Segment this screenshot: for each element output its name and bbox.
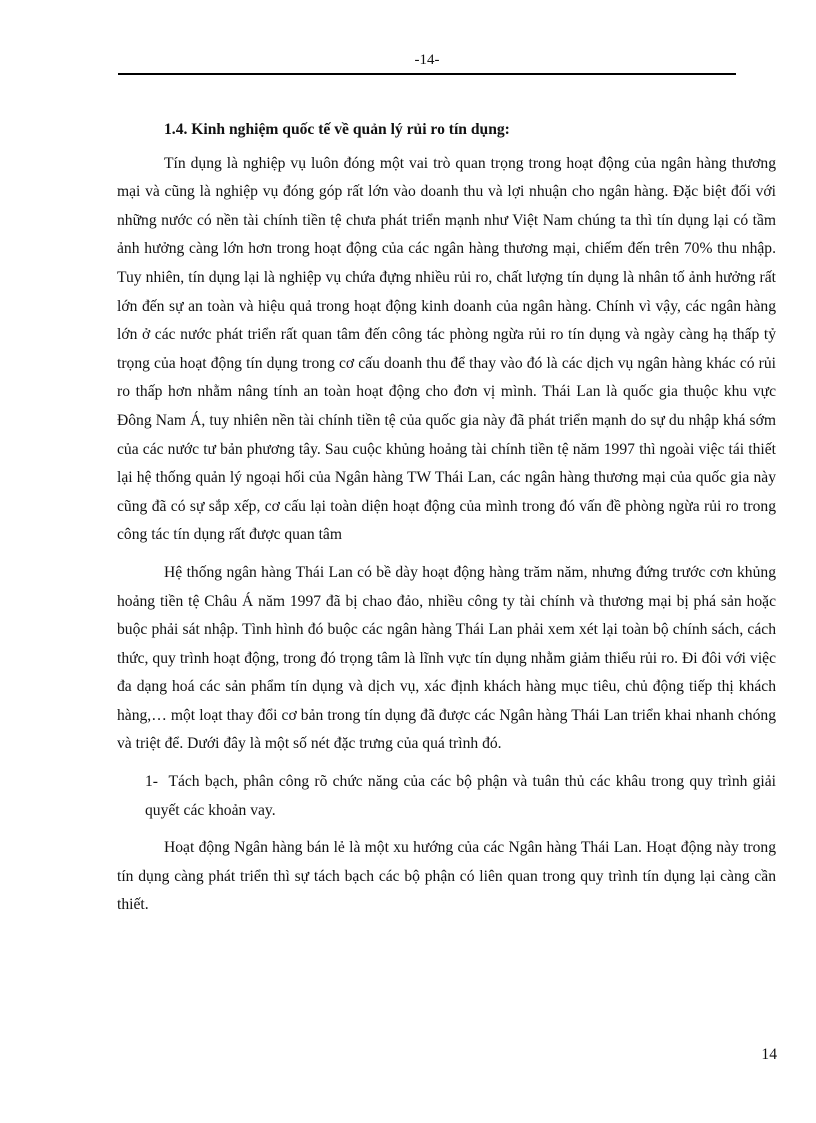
page-number: 14 [761,1046,777,1063]
document-body [117,116,776,920]
numbered-list-item [117,768,776,825]
section-heading: 1.4. Kinh nghiệm quốc tế về quản lý rủi ro tín dụng: [164,121,510,138]
page-header-label: -14- [414,52,440,68]
list-item-number: 1- [145,773,158,791]
body-paragraph-2: Hệ thống ngân hàng Thái Lan có bề dày hoạt động hàng trăm năm, nhưng đứng trước cơn khủng hoảng tiền tệ Châu Á năm 1997 đã bị chao đảo, nhiều công ty tài chính và thương mại bị phá sản hoặc buộc phải sát nhập. Tình hình đó buộc các ngân hàng Thái Lan phải xem xét lại toàn bộ chính sách, cách thức, quy trình hoạt động, trong đó trọng tâm là lĩnh vực tín dụng nhằm giảm thiểu rủi ro. Đi đôi với việc đa dạng hoá các sản phẩm tín dụng và dịch vụ, xác định khách hàng mục tiêu, chủ động tiếp thị khách hàng,… một loạt thay đổi cơ bản trong tín dụng đã được các Ngân hàng Thái Lan triển khai nhanh chóng và triệt để. Dưới đây là một số nét đặc trưng của quá trình đó. [117,563,776,753]
body-paragraph-1: Tín dụng là nghiệp vụ luôn đóng một vai trò quan trọng trong hoạt động của ngân hàng thương mại và cũng là nghiệp vụ đóng góp rất lớn vào doanh thu và lợi nhuận cho ngân hàng. Đặc biệt đối với những nước có nền tài chính tiền tệ chưa phát triển mạnh như Việt Nam chúng ta thì tín dụng lại có tầm ảnh hưởng càng lớn hơn trong hoạt động của các ngân hàng thương mại, chiếm đến trên 70% thu nhập. Tuy nhiên, tín dụng lại là nghiệp vụ chứa đựng nhiều rủi ro, chất lượng tín dụng là nhân tố ảnh hưởng rất lớn đến sự an toàn và hiệu quả trong hoạt động kinh doanh của ngân hàng. Chính vì vậy, các ngân hàng lớn ở các nước phát triển rất quan tâm đến công tác phòng ngừa rủi ro tín dụng và ngày càng hạ thấp tỷ trọng của hoạt động tín dụng trong cơ cấu doanh thu để thay vào đó là các dịch vụ ngân hàng khác có rủi ro thấp hơn nhằm nâng tính an toàn hoạt động cho đơn vị mình. Thái Lan là quốc gia thuộc khu vực Đông Nam Á, tuy nhiên nền tài chính tiền tệ của quốc gia này đã phát triển mạnh do sự du nhập khá sớm của các nước tư bản phương tây. Sau cuộc khủng hoảng tài chính tiền tệ năm 1997 thì ngoài việc tái thiết lại hệ thống quản lý ngoại hối của Ngân hàng TW Thái Lan, các ngân hàng thương mại của quốc gia này cũng đã có sự sắp xếp, cơ cấu lại toàn diện hoạt động của mình trong đó vấn đề phòng ngừa rủi ro trong công tác tín dụng rất được quan tâm [117,154,776,544]
list-item-text: Tách bạch, phân công rõ chức năng của các bộ phận và tuân thủ các khâu trong quy trình giải quyết các khoản vay. [145,773,777,819]
body-paragraph-3: Hoạt động Ngân hàng bán lẻ là một xu hướng của các Ngân hàng Thái Lan. Hoạt động này trong tín dụng càng phát triển thì sự tách bạch các bộ phận có liên quan trong quy trình tín dụng lại càng cần thiết. [117,839,776,914]
header-rule [118,73,736,75]
